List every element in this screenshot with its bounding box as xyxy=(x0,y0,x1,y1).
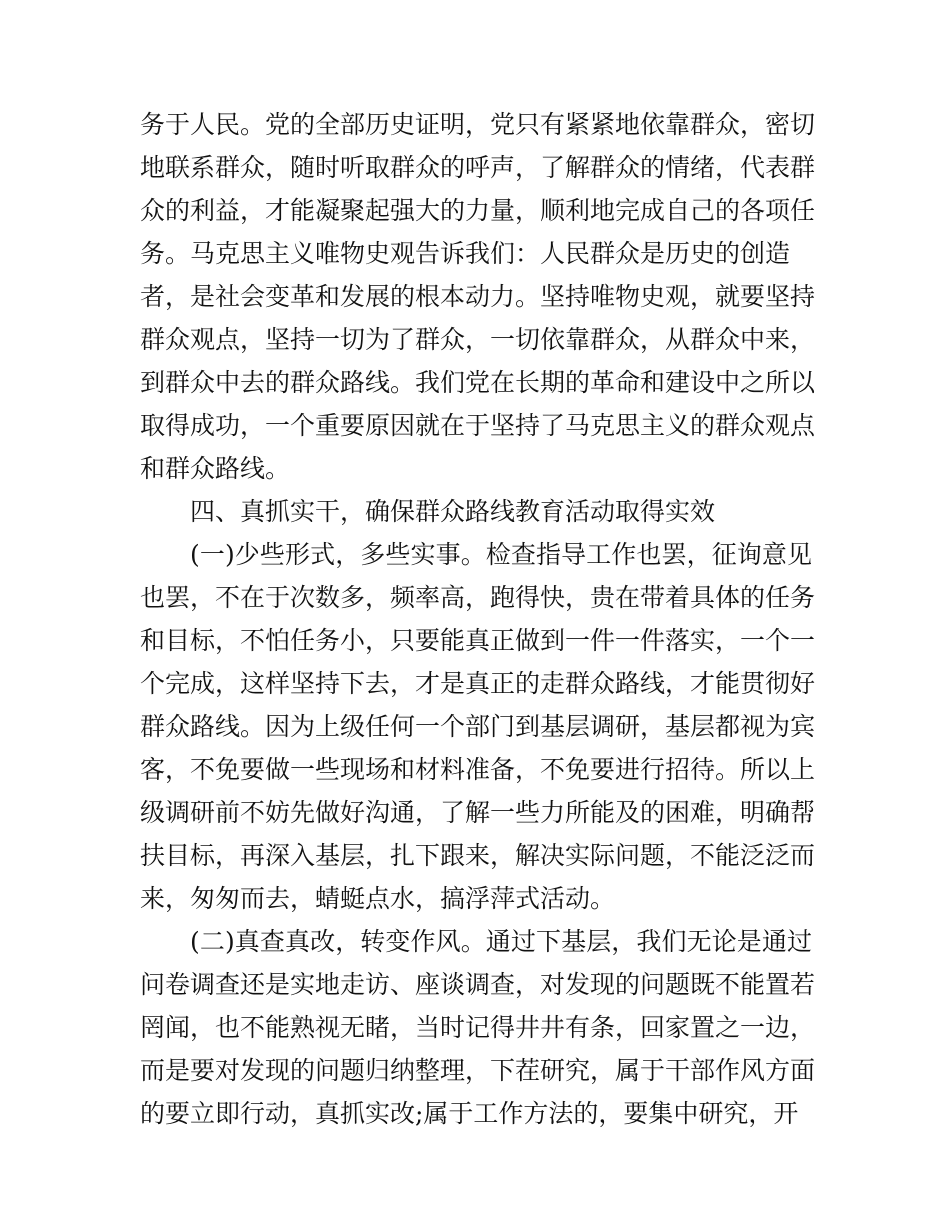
section-heading: 四、真抓实干，确保群众路线教育活动取得实效 xyxy=(190,497,716,526)
text-line: 务。马克思主义唯物史观告诉我们：人民群众是历史的创造 xyxy=(140,239,791,268)
text-line: (二)真查真改，转变作风。通过下基层，我们无论是通过 xyxy=(190,927,812,956)
text-line: 取得成功，一个重要原因就在于坚持了马克思主义的群众观点 xyxy=(140,411,816,440)
text-line: 罔闻，也不能熟视无睹，当时记得井井有条，回家置之一边， xyxy=(140,1013,816,1042)
text-line: 到群众中去的群众路线。我们党在长期的革命和建设中之所以 xyxy=(140,368,816,397)
text-line: 级调研前不妨先做好沟通，了解一些力所能及的困难，明确帮 xyxy=(140,798,816,827)
text-line: 地联系群众，随时听取群众的呼声，了解群众的情绪，代表群 xyxy=(140,153,816,182)
document-body xyxy=(140,103,816,1135)
text-line: 者，是社会变革和发展的根本动力。坚持唯物史观，就要坚持 xyxy=(140,282,816,311)
text-line: 个完成，这样坚持下去，才是真正的走群众路线，才能贯彻好 xyxy=(140,669,816,698)
text-line: 众的利益，才能凝聚起强大的力量，顺利地完成自己的各项任 xyxy=(140,196,816,225)
text-line: 客，不免要做一些现场和材料准备，不免要进行招待。所以上 xyxy=(140,755,816,784)
text-line: 群众观点，坚持一切为了群众，一切依靠群众，从群众中来， xyxy=(140,325,816,354)
text-line: 来，匆匆而去，蜻蜓点水，搞浮萍式活动。 xyxy=(140,884,616,913)
text-line: 问卷调查还是实地走访、座谈调查，对发现的问题既不能置若 xyxy=(140,970,816,999)
text-line: 和群众路线。 xyxy=(140,454,291,483)
text-line: 而是要对发现的问题归纳整理，下茬研究，属于干部作风方面 xyxy=(140,1056,816,1085)
text-line: 和目标，不怕任务小，只要能真正做到一件一件落实，一个一 xyxy=(140,626,816,655)
text-line: 群众路线。因为上级任何一个部门到基层调研，基层都视为宾 xyxy=(140,712,816,741)
text-line: 扶目标，再深入基层，扎下跟来，解决实际问题，不能泛泛而 xyxy=(140,841,816,870)
text-line: 也罢，不在于次数多，频率高，跑得快，贵在带着具体的任务 xyxy=(140,583,816,612)
text-line: 的要立即行动，真抓实改;属于工作方法的，要集中研究，开 xyxy=(140,1099,799,1128)
text-line: 务于人民。党的全部历史证明，党只有紧紧地依靠群众，密切 xyxy=(140,110,816,139)
text-line: (一)少些形式，多些实事。检查指导工作也罢，征询意见 xyxy=(190,540,812,569)
